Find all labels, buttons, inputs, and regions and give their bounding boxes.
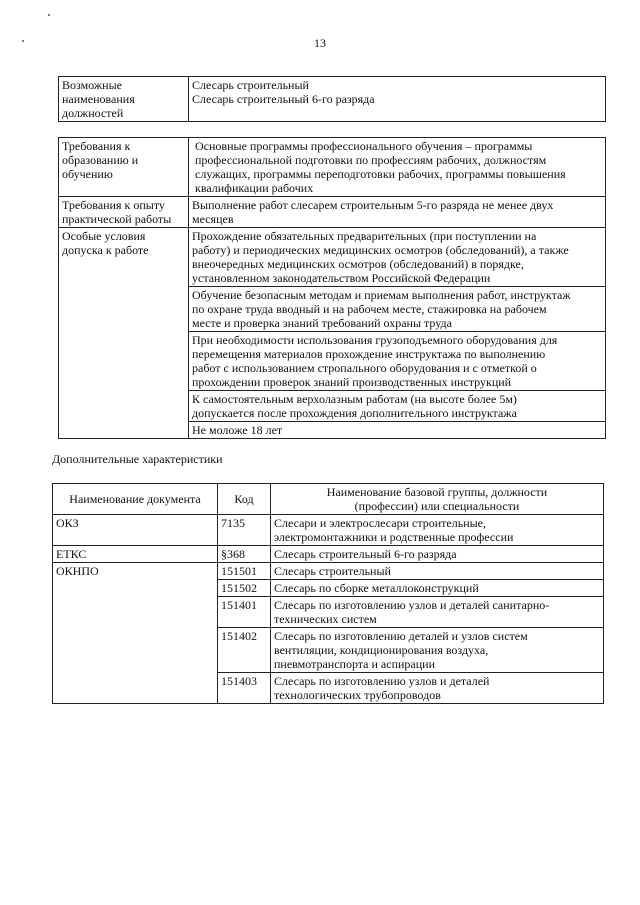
table-row bbox=[53, 515, 604, 546]
doc-cell: ОКНПО bbox=[53, 563, 218, 704]
additional-table bbox=[52, 483, 604, 704]
name-cell: Слесарь строительный 6-го разряда bbox=[271, 546, 604, 563]
requirements-table bbox=[58, 137, 606, 439]
special-condition-item: Не моложе 18 лет bbox=[189, 422, 606, 439]
code-cell: 151502 bbox=[218, 580, 271, 597]
table-row bbox=[59, 197, 606, 228]
education-value: Основные программы профессионального обучения – программы профессиональной подготовки по профессиям рабочих, должностям служащих, программы переподготовки рабочих, программы повышения квалификации рабочих bbox=[189, 138, 606, 197]
name-cell: Слесарь по изготовлению деталей и узлов систем вентиляции, кондиционирования воздуха, пневмотранспорта и аспирации bbox=[271, 628, 604, 673]
additional-heading: Дополнительные характеристики bbox=[52, 452, 223, 466]
education-label: Требования к образованию и обучению bbox=[59, 138, 189, 197]
special-conditions-label: Особые условия допуска к работе bbox=[59, 228, 189, 439]
special-condition-item: Обучение безопасным методам и приемам выполнения работ, инструктаж по охране труда вводный и на рабочем месте, стажировка на рабочем месте и проверка знаний требований охраны труда bbox=[189, 287, 606, 332]
doc-cell: ЕТКС bbox=[53, 546, 218, 563]
experience-label: Требования к опыту практической работы bbox=[59, 197, 189, 228]
scan-speck bbox=[48, 14, 50, 16]
code-cell: 151403 bbox=[218, 673, 271, 704]
name-cell: Слесари и электрослесари строительные, электромонтажники и родственные профессии bbox=[271, 515, 604, 546]
special-condition-item: При необходимости использования грузоподъемного оборудования для перемещения материалов прохождение инструктажа по выполнению работ с использованием стропального оборудования и с отметкой о прохождении проверок знаний производственных инструкций bbox=[189, 332, 606, 391]
special-condition-item: Прохождение обязательных предварительных (при поступлении на работу) и периодических медицинских осмотров (обследований), а также внеочередных медицинских осмотров (обследований) в порядке, установленном законодательством Российской Федерации bbox=[189, 228, 606, 287]
table-row bbox=[59, 228, 606, 287]
name-cell: Слесарь строительный bbox=[271, 563, 604, 580]
code-cell: §368 bbox=[218, 546, 271, 563]
table-row bbox=[53, 546, 604, 563]
table-row bbox=[59, 77, 606, 122]
experience-value: Выполнение работ слесарем строительным 5-го разряда не менее двух месяцев bbox=[189, 197, 606, 228]
page-number: 13 bbox=[314, 36, 326, 50]
name-cell: Слесарь по сборке металлоконструкций bbox=[271, 580, 604, 597]
name-cell: Слесарь по изготовлению узлов и деталей технологических трубопроводов bbox=[271, 673, 604, 704]
possible-names-table bbox=[58, 76, 606, 122]
column-header-document: Наименование документа bbox=[53, 484, 218, 515]
doc-cell: ОКЗ bbox=[53, 515, 218, 546]
name-cell: Слесарь по изготовлению узлов и деталей санитарно- технических систем bbox=[271, 597, 604, 628]
code-cell: 151402 bbox=[218, 628, 271, 673]
table-header-row bbox=[53, 484, 604, 515]
possible-names-values: Слесарь строительный Слесарь строительный 6-го разряда bbox=[189, 77, 606, 122]
code-cell: 7135 bbox=[218, 515, 271, 546]
table-row bbox=[59, 138, 606, 197]
code-cell: 151401 bbox=[218, 597, 271, 628]
table-row bbox=[53, 563, 604, 580]
column-header-code: Код bbox=[218, 484, 271, 515]
column-header-name: Наименование базовой группы, должности (профессии) или специальности bbox=[271, 484, 604, 515]
possible-names-label: Возможные наименования должностей bbox=[59, 77, 189, 122]
special-condition-item: К самостоятельным верхолазным работам (на высоте более 5м) допускается после прохождения дополнительного инструктажа bbox=[189, 391, 606, 422]
code-cell: 151501 bbox=[218, 563, 271, 580]
